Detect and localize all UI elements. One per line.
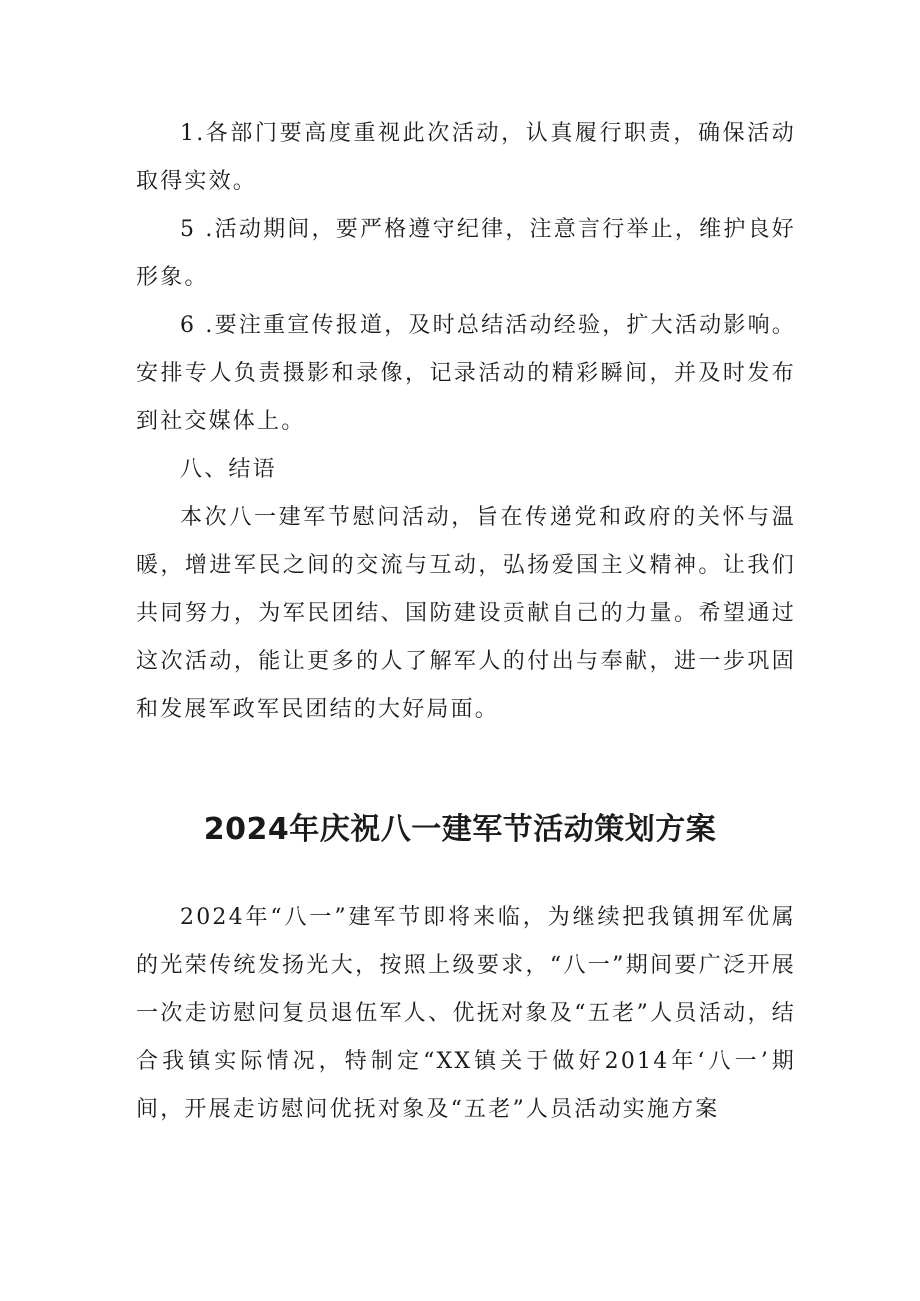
conclusion-paragraph: 本次八一建军节慰问活动，旨在传递党和政府的关怀与温暖，增进军民之间的交流与互动，弘扬爱国主义精神。让我们共同努力，为军民团结、国防建设贡献自己的力量。希望通过这次活动，能让更多的人了解军人的付出与奉献，进一步巩固和发展军政军民团结的大好局面。	[136, 505, 796, 722]
document-title: 2024年庆祝八一建军节活动策划方案	[203, 812, 717, 847]
section-heading-conclusion: 八、结语	[180, 457, 277, 482]
intro-paragraph: 2024年“八一”建军节即将来临，为继续把我镇拥军优属的光荣传统发扬光大，按照上级要求，“八一”期间要广泛开展一次走访慰问复员退伍军人、优抚对象及“五老”人员活动，结合我镇实际情况，特制定“XX镇关于做好2014年‘八一’期间，开展走访慰问优抚对象及“五老”人员活动实施方案	[136, 905, 796, 1122]
list-item-6: 6 .要注重宣传报道，及时总结活动经验，扩大活动影响。安排专人负责摄影和录像，记录活动的精彩瞬间，并及时发布到社交媒体上。	[136, 313, 796, 434]
list-item-5: 5 .活动期间，要严格遵守纪律，注意言行举止，维护良好形象。	[136, 217, 796, 290]
list-item-1: 1.各部门要高度重视此次活动，认真履行职责，确保活动取得实效。	[136, 121, 796, 194]
